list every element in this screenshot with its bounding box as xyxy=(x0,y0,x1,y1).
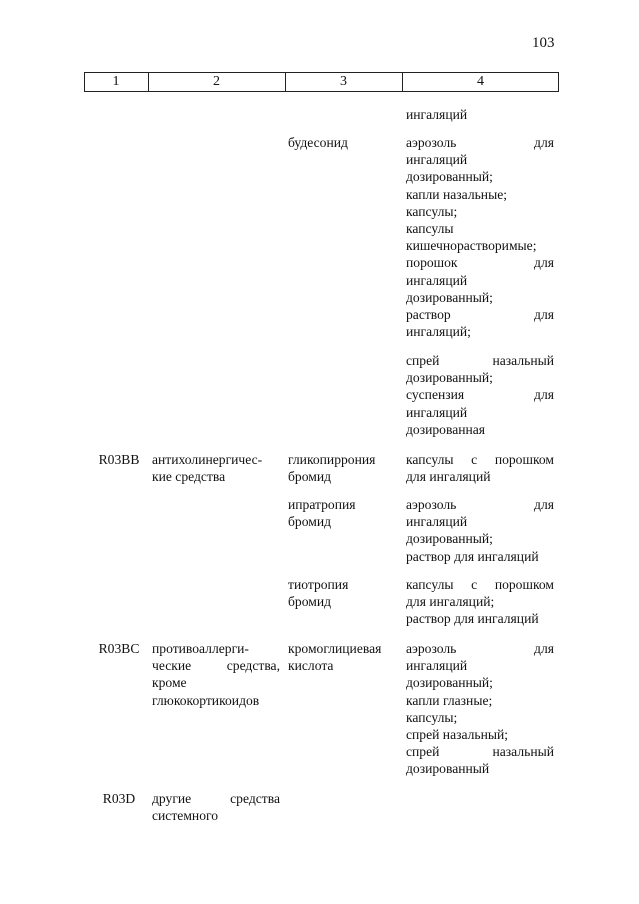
text-line: капли глазные; xyxy=(406,692,493,708)
text-line: дозированный; xyxy=(406,289,493,305)
table-header xyxy=(84,72,559,92)
text-line: ингаляций xyxy=(406,107,468,122)
text-line: аэрозоль для xyxy=(406,135,554,150)
text-line: дозированная xyxy=(406,421,486,437)
text-line: дозированный xyxy=(406,761,490,777)
header-col-3: 3 xyxy=(340,74,347,89)
text-line: капсулы; xyxy=(406,203,458,219)
text-line: системного xyxy=(152,808,219,824)
text-line: капли назальные; xyxy=(406,186,508,202)
forms-cell xyxy=(406,352,554,438)
text-line: раствор для xyxy=(406,307,554,323)
forms-cell xyxy=(406,106,554,123)
drug-name: бромид xyxy=(288,594,332,610)
group-cell xyxy=(152,790,280,824)
drug-name-cell xyxy=(288,576,396,610)
text-line: дозированный; xyxy=(406,531,493,547)
text-line: ингаляций xyxy=(406,272,468,288)
text-line: аэрозоль для xyxy=(406,641,554,656)
text-line: спрей назальный xyxy=(406,744,554,760)
text-line: капсулы xyxy=(406,221,454,237)
text-line: ингаляций xyxy=(406,152,468,168)
text-line: аэрозоль для xyxy=(406,497,554,512)
text-line: для ингаляций xyxy=(406,469,491,485)
text-line: порошок для xyxy=(406,255,554,271)
forms-cell xyxy=(406,576,554,628)
atc-code: R03D xyxy=(102,791,136,806)
text-line: ингаляций xyxy=(406,658,468,674)
group-cell xyxy=(152,640,280,709)
table-border xyxy=(558,73,559,91)
header-col-2: 2 xyxy=(213,74,220,89)
text-line: суспензия для xyxy=(406,387,554,403)
drug-name: кислота xyxy=(288,658,334,674)
drug-name: бромид xyxy=(288,469,332,485)
text-line: кишечнорастворимые; xyxy=(406,238,537,254)
forms-cell xyxy=(406,496,554,565)
header-col-1: 1 xyxy=(112,74,120,89)
text-line: кроме xyxy=(152,675,187,691)
drug-name-cell xyxy=(288,496,396,530)
atc-code: R03BC xyxy=(98,641,140,656)
text-line: спрей назальный; xyxy=(406,727,509,743)
drug-name-cell xyxy=(288,640,396,674)
text-line: антихолинергичес- xyxy=(152,452,263,467)
text-line: капсулы с порошком xyxy=(406,452,554,467)
text-line: кие средства xyxy=(152,469,226,485)
text-line: раствор для ингаляций xyxy=(406,611,539,627)
drug-name: тиотропия xyxy=(288,577,349,592)
text-line: ческие средства, xyxy=(152,658,280,674)
text-line: капсулы; xyxy=(406,709,458,725)
text-line: противоаллерги- xyxy=(152,641,249,656)
text-line: глюкокортикоидов xyxy=(152,692,260,708)
header-col-4: 4 xyxy=(477,74,484,89)
text-line: капсулы с порошком xyxy=(406,577,554,592)
text-line: дозированный; xyxy=(406,169,493,185)
text-line: ингаляций xyxy=(406,404,468,420)
group-cell xyxy=(152,451,280,485)
atc-code: R03BB xyxy=(98,452,140,467)
text-line: другие средства xyxy=(152,791,280,806)
forms-cell xyxy=(406,134,554,340)
text-line: спрей назальный xyxy=(406,353,554,368)
forms-cell xyxy=(406,640,554,778)
drug-name: будесонид xyxy=(288,135,348,150)
drug-name-cell xyxy=(288,134,396,151)
page-number: 103 xyxy=(532,35,555,51)
drug-name: ипратропия xyxy=(288,497,356,512)
drug-name: кромоглициевая xyxy=(288,641,382,656)
text-line: для ингаляций; xyxy=(406,594,495,610)
text-line: ингаляций xyxy=(406,514,468,530)
drug-name: бромид xyxy=(288,514,332,530)
text-line: дозированный; xyxy=(406,370,493,386)
text-line: раствор для ингаляций xyxy=(406,548,539,564)
text-line: ингаляций; xyxy=(406,324,471,340)
forms-cell xyxy=(406,451,554,485)
text-line: дозированный; xyxy=(406,675,493,691)
drug-name-cell xyxy=(288,451,396,485)
drug-name: гликопиррония xyxy=(288,452,376,467)
